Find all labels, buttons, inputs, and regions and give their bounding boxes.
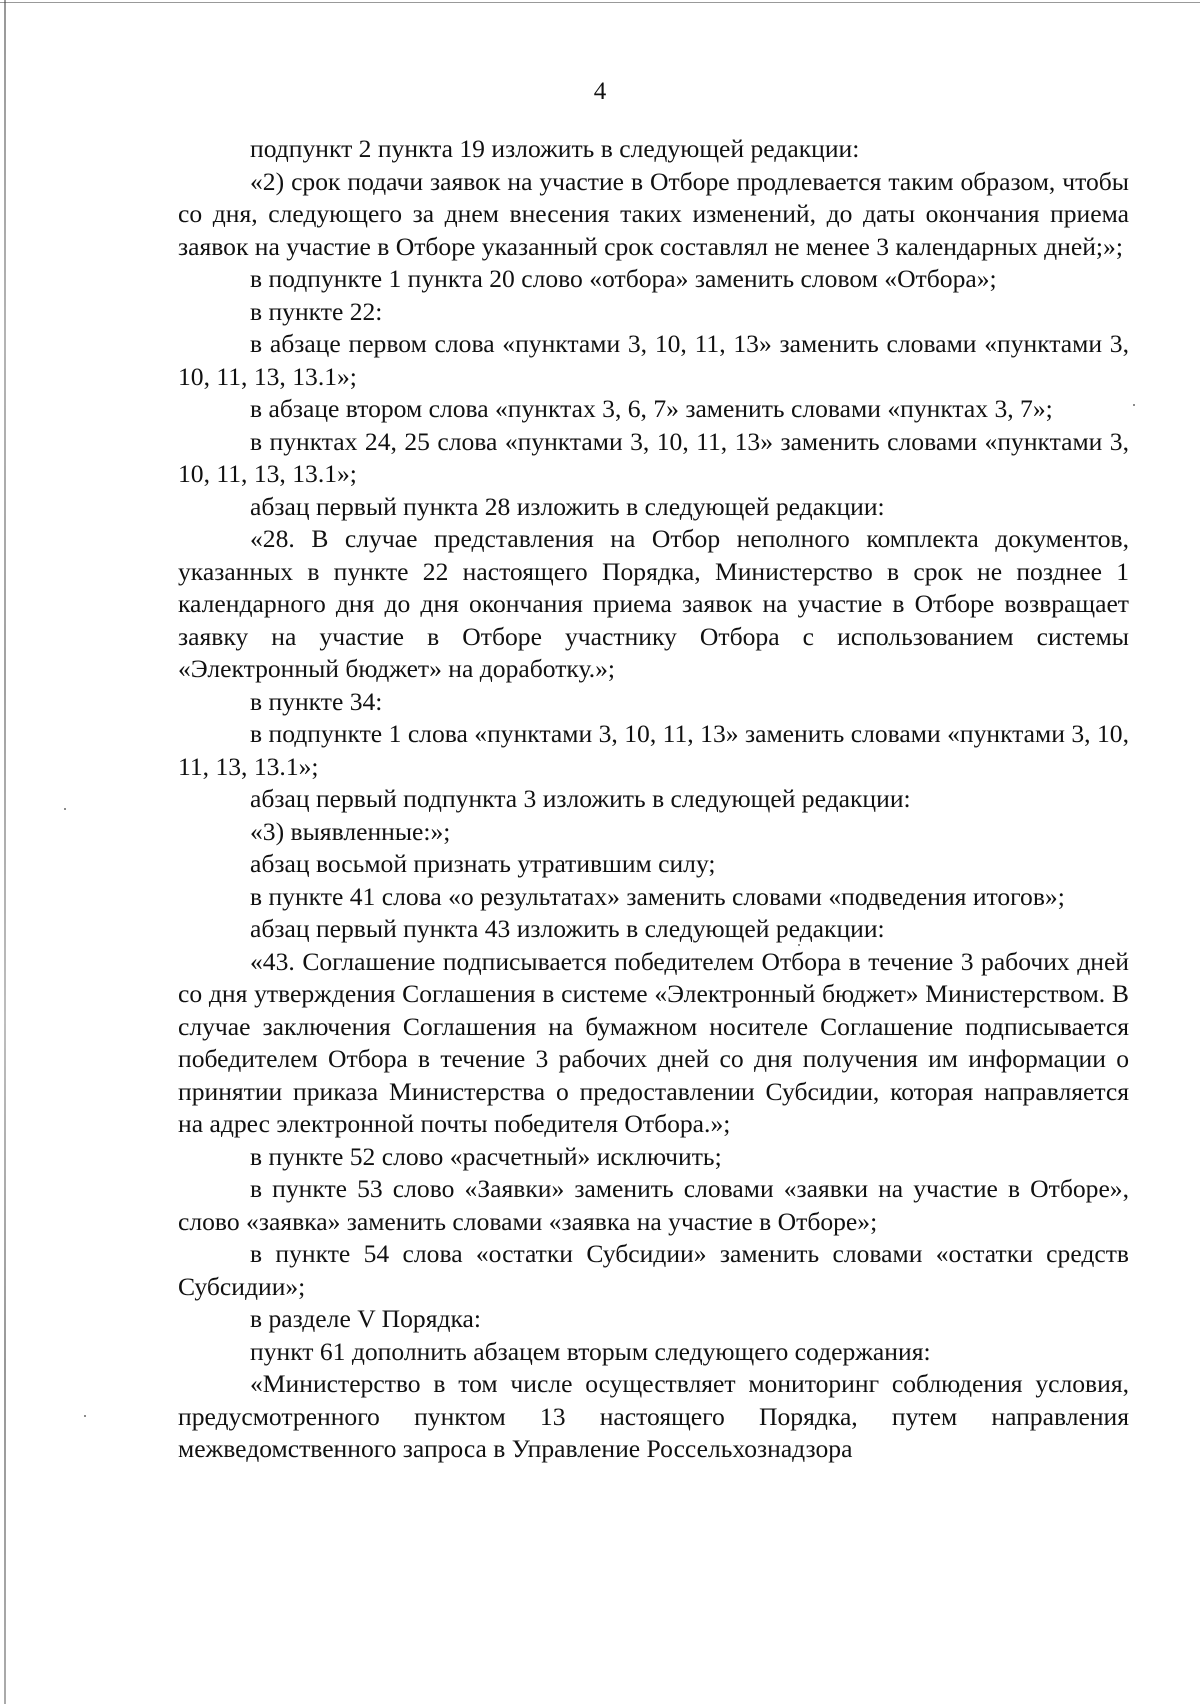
scan-speck bbox=[1133, 404, 1135, 406]
paragraph: «Министерство в том числе осуществляет мониторинг соблюдения условия, предусмотренного пунктом 13 настоящего Порядка, путем направления межведомственного запроса в Управление Россельхознадзора bbox=[178, 1369, 1129, 1463]
paragraph: абзац первый подпункта 3 изложить в следующей редакции: bbox=[250, 784, 911, 813]
paragraph: абзац восьмой признать утратившим силу; bbox=[250, 849, 716, 878]
scan-edge-left bbox=[4, 0, 6, 1704]
scan-speck bbox=[64, 808, 66, 810]
scan-speck bbox=[798, 944, 800, 946]
paragraph: в подпункте 1 пункта 20 слово «отбора» заменить словом «Отбора»; bbox=[250, 264, 997, 293]
paragraph: подпункт 2 пункта 19 изложить в следующей редакции: bbox=[250, 134, 860, 163]
paragraph: абзац первый пункта 28 изложить в следующей редакции: bbox=[250, 491, 885, 521]
paragraph: в пункте 34: bbox=[250, 686, 383, 716]
paragraph: в абзаце первом слова «пунктами 3, 10, 11, 13» заменить словами «пунктами 3, 10, 11, 13, 13.1»; bbox=[178, 329, 1129, 391]
scan-edge-top bbox=[0, 2, 1200, 3]
scan-speck bbox=[84, 1415, 86, 1417]
paragraph: пункт 61 дополнить абзацем вторым следующего содержания: bbox=[250, 1336, 931, 1366]
paragraph: в пунктах 24, 25 слова «пунктами 3, 10, 11, 13» заменить словами «пунктами 3, 10, 11, 13, 13.1»; bbox=[178, 426, 1129, 488]
paragraph: в подпункте 1 слова «пунктами 3, 10, 11, 13» заменить словами «пунктами 3, 10, 11, 13, 13.1»; bbox=[178, 719, 1129, 781]
paragraph: в пункте 22: bbox=[250, 296, 383, 326]
document-body bbox=[178, 133, 1129, 1466]
paragraph: в пункте 41 слова «о результатах» заменить словами «подведения итогов»; bbox=[250, 881, 1065, 911]
paragraph: в разделе V Порядка: bbox=[250, 1304, 482, 1333]
paragraph: «28. В случае представления на Отбор неполного комплекта документов, указанных в пункте 22 настоящего Порядка, Министерство в срок не позднее 1 календарного дня до дня окончания приема заявок на участие в Отборе возвращает заявку на участие в Отборе участнику Отбора с использованием системы «Электронный бюджет» на доработку.»; bbox=[178, 524, 1129, 683]
paragraph: абзац первый пункта 43 изложить в следующей редакции: bbox=[250, 914, 885, 943]
paragraph: в пункте 53 слово «Заявки» заменить словами «заявки на участие в Отборе», слово «заявка» заменить словами «заявка на участие в Отборе»; bbox=[178, 1174, 1129, 1236]
paragraph: «3) выявленные:»; bbox=[250, 816, 451, 846]
paragraph: в пункте 54 слова «остатки Субсидии» заменить словами «остатки средств Субсидии»; bbox=[178, 1239, 1129, 1301]
paragraph: в пункте 52 слово «расчетный» исключить; bbox=[250, 1141, 722, 1171]
paragraph: в абзаце втором слова «пунктах 3, 6, 7» заменить словами «пунктах 3, 7»; bbox=[250, 394, 1053, 423]
paragraph: «43. Соглашение подписывается победителем Отбора в течение 3 рабочих дней со дня утверждения Соглашения в системе «Электронный бюджет» Министерством. В случае заключения Соглашения на бумажном носителе Соглашение подписывается победителем Отбора в течение 3 рабочих дней со дня получения им информации о принятии приказа Министерства о предоставлении Субсидии, которая направляется на адрес электронной почты победителя Отбора.»; bbox=[178, 946, 1129, 1138]
paragraph: «2) срок подачи заявок на участие в Отборе продлевается таким образом, чтобы со дня, следующего за днем внесения таких изменений, до даты окончания приема заявок на участие в Отборе указанный срок составлял не менее 3 календарных дней;»; bbox=[178, 166, 1129, 261]
page-number: 4 bbox=[593, 78, 607, 105]
